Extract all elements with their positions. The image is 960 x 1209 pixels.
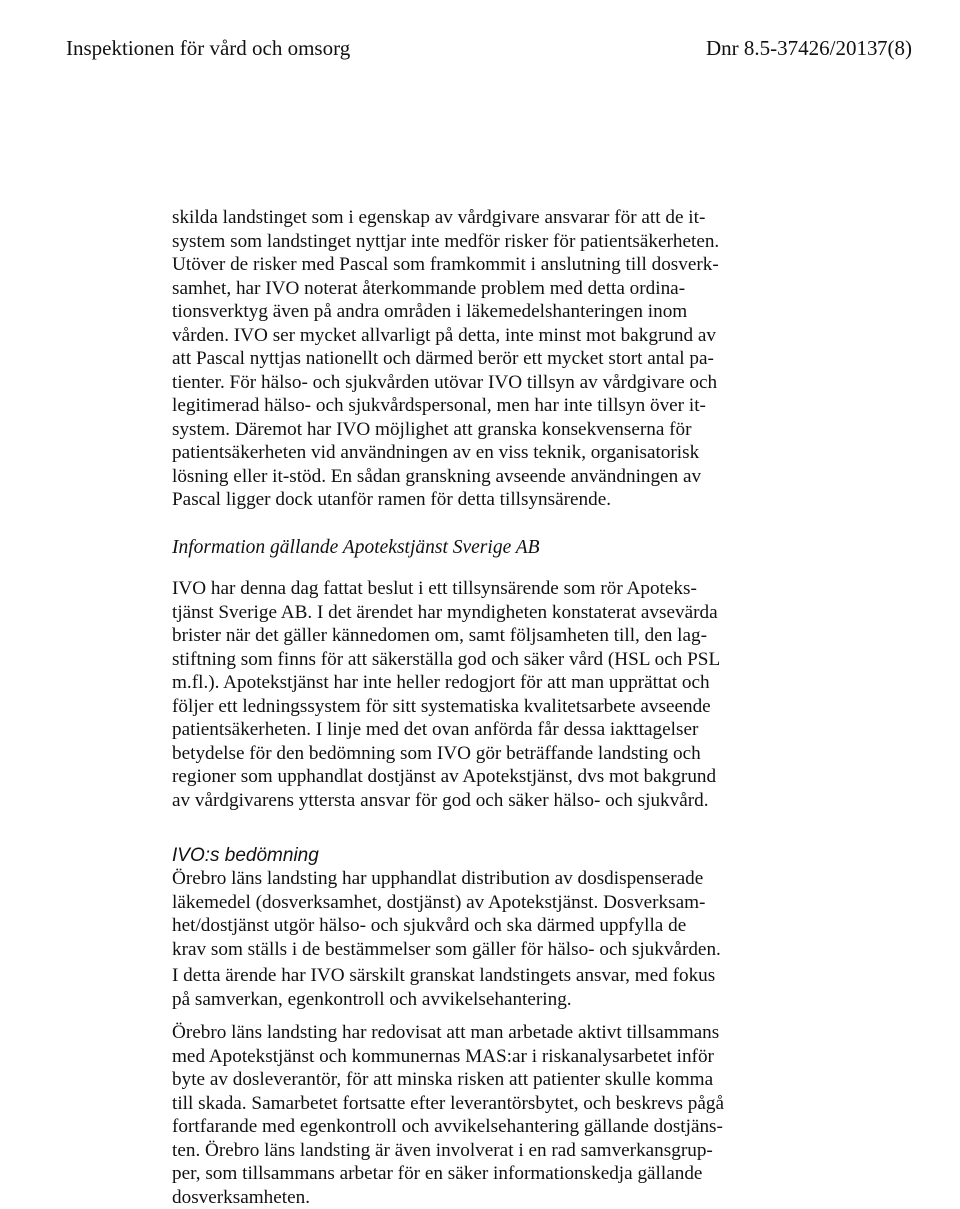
text-line: I detta ärende har IVO särskilt granskat landstingets ansvar, med fokus	[172, 964, 715, 988]
paragraph-review-focus	[172, 964, 715, 1011]
text-line: patientsäkerheten vid användningen av en viss teknik, organisatorisk	[172, 441, 719, 465]
paragraph-it-system-risks	[172, 206, 719, 512]
text-line: system som landstinget nyttjar inte medför risker för patientsäkerheten.	[172, 230, 719, 254]
text-line: Örebro läns landsting har upphandlat distribution av dosdispenserade	[172, 867, 721, 891]
text-line: av vårdgivarens yttersta ansvar för god och säker hälso- och sjukvård.	[172, 789, 720, 813]
text-line: tjänst Sverige AB. I det ärendet har myndigheten konstaterat avsevärda	[172, 601, 720, 625]
text-line: dosverksamheten.	[172, 1186, 724, 1209]
text-line: patientsäkerheten. I linje med det ovan anförda får dessa iakttagelser	[172, 718, 720, 742]
text-line: system. Däremot har IVO möjlighet att granska konsekvenserna för	[172, 418, 719, 442]
text-line: regioner som upphandlat dostjänst av Apotekstjänst, dvs mot bakgrund	[172, 765, 720, 789]
paragraph-collaboration	[172, 1021, 724, 1209]
text-line: brister när det gäller kännedomen om, samt följsamheten till, den lag-	[172, 624, 720, 648]
text-line: följer ett ledningssystem för sitt systematiska kvalitetsarbete avseende	[172, 695, 720, 719]
document-number: Dnr 8.5-37426/2013	[706, 36, 878, 61]
page-header	[66, 36, 912, 66]
text-line: betydelse för den bedömning som IVO gör beträffande landsting och	[172, 742, 720, 766]
text-line: lösning eller it-stöd. En sådan granskning avseende användningen av	[172, 465, 719, 489]
text-line: samhet, har IVO noterat återkommande problem med detta ordina-	[172, 277, 719, 301]
paragraph-orebro-procurement	[172, 867, 721, 961]
text-line: per, som tillsammans arbetar för en säker informationskedja gällande	[172, 1162, 724, 1186]
text-line: byte av dosleverantör, för att minska risken att patienter skulle komma	[172, 1068, 724, 1092]
text-line: till skada. Samarbetet fortsatte efter leverantörsbytet, och beskrevs pågå	[172, 1092, 724, 1116]
text-line: läkemedel (dosverksamhet, dostjänst) av Apotekstjänst. Dosverksam-	[172, 891, 721, 915]
text-line: skilda landstinget som i egenskap av vårdgivare ansvarar för att de it-	[172, 206, 719, 230]
text-line: med Apotekstjänst och kommunernas MAS:ar i riskanalysarbetet inför	[172, 1045, 724, 1069]
text-line: på samverkan, egenkontroll och avvikelsehantering.	[172, 988, 715, 1012]
text-line: Örebro läns landsting har redovisat att man arbetade aktivt tillsammans	[172, 1021, 724, 1045]
text-line: m.fl.). Apotekstjänst har inte heller redogjort för att man upprättat och	[172, 671, 720, 695]
text-line: ten. Örebro läns landsting är även involverat i en rad samverkansgrup-	[172, 1139, 724, 1163]
paragraph-apotekstjanst	[172, 577, 720, 812]
text-line: Utöver de risker med Pascal som framkommit i anslutning till dosverk-	[172, 253, 719, 277]
text-line: vården. IVO ser mycket allvarligt på detta, inte minst mot bakgrund av	[172, 324, 719, 348]
text-line: stiftning som finns för att säkerställa god och säker vård (HSL och PSL	[172, 648, 720, 672]
text-line: legitimerad hälso- och sjukvårdspersonal, men har inte tillsyn över it-	[172, 394, 719, 418]
text-line: IVO har denna dag fattat beslut i ett tillsynsärende som rör Apoteks-	[172, 577, 720, 601]
subheading-apotekstjanst: Information gällande Apotekstjänst Sverige AB	[172, 537, 540, 559]
text-line: fortfarande med egenkontroll och avvikelsehantering gällande dostjäns-	[172, 1115, 724, 1139]
text-line: krav som ställs i de bestämmelser som gäller för hälso- och sjukvården.	[172, 938, 721, 962]
text-line: het/dostjänst utgör hälso- och sjukvård och ska därmed uppfylla de	[172, 914, 721, 938]
text-line: Pascal ligger dock utanför ramen för detta tillsynsärende.	[172, 488, 719, 512]
text-line: tienter. För hälso- och sjukvården utövar IVO tillsyn av vårdgivare och	[172, 371, 719, 395]
subheading-ivo-assessment: IVO:s bedömning	[172, 845, 319, 867]
page-number: 7(8)	[877, 36, 912, 61]
text-line: att Pascal nyttjas nationellt och därmed berör ett mycket stort antal pa-	[172, 347, 719, 371]
text-line: tionsverktyg även på andra områden i läkemedelshanteringen inom	[172, 300, 719, 324]
organization-name: Inspektionen för vård och omsorg	[66, 36, 350, 61]
